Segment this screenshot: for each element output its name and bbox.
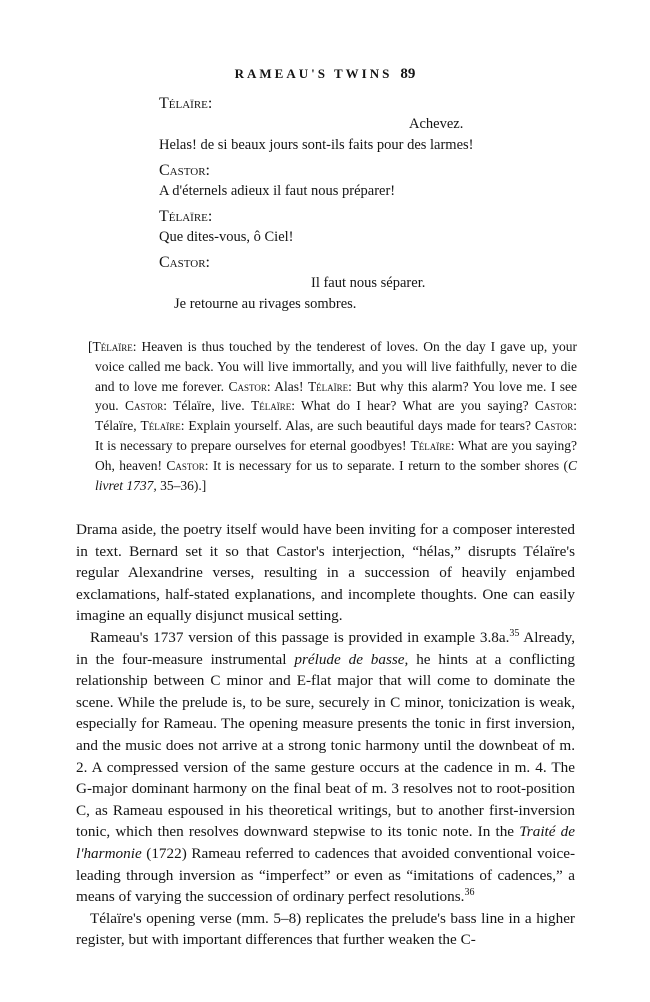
speaker-name: Castor: xyxy=(228,378,271,394)
text-run: Already, in the four-measure instrumental xyxy=(76,628,575,668)
page-number: 89 xyxy=(400,66,416,82)
speaker-castor: Castor: xyxy=(159,162,210,179)
speaker-name: Castor: xyxy=(124,398,168,414)
running-title: RAMEAU'S TWINS xyxy=(234,66,393,81)
libretto-excerpt xyxy=(159,93,519,315)
verse-line: Je retourne au rivages sombres. xyxy=(174,296,357,312)
text-run: he hints at a conflicting relationship between C minor and E-flat major that will come to dominate the scene. While the prelude is, to be sure, securely in C minor, tonicization is weak, especially for Rameau. The opening measure presents the tonic in first inversion, and the music does not arrive at a strong tonic harmony until the downbeat of m. 2. A compressed version of the same gesture occurs at the cadence in m. 4. The G-major dominant harmony on the final beat of m. 3 resolves not to root-position C, as Rameau espoused in his theoretical writings, but to another first-inversion tonic, which then resolves downward stepwise to its tonic note. In the xyxy=(76,650,575,841)
italic-title: Traité de l'harmonie xyxy=(76,823,575,862)
footnote-ref[interactable]: 35 xyxy=(509,627,520,639)
speaker-name: Télaïre: xyxy=(92,339,137,354)
text-run: Alas! xyxy=(270,378,308,394)
paragraph: Télaïre's opening verse (mm. 5–8) replicates the prelude's bass line in a higher register, but with important differences that further weaken the C- xyxy=(76,909,575,949)
speaker-name: Télaïre: xyxy=(140,418,185,434)
text-run: Télaïre, live. xyxy=(167,398,251,414)
text-run: What do I hear? What are you saying? xyxy=(294,398,535,414)
paragraph xyxy=(76,627,575,908)
verse-line: Helas! de si beaux jours sont-ils faits pour des larmes! xyxy=(159,137,474,153)
text-run: What are you saying? Oh, heaven! xyxy=(95,437,577,473)
speaker-castor: Castor: xyxy=(159,254,210,271)
citation-title: C livret 1737, xyxy=(95,457,577,493)
text-run: (1722) Rameau referred to cadences that avoided conventional voice-leading through inversion as “imperfect” or even as “imitations of cadences,” a means of varying the succession of ordinary perfect resolutions. xyxy=(76,844,575,906)
verse-line: Il faut nous séparer. xyxy=(311,275,426,291)
text-run: [ xyxy=(88,339,93,354)
speaker-name: Castor: xyxy=(166,457,209,473)
footnote-ref[interactable]: 36 xyxy=(464,887,475,899)
text-run: Rameau's 1737 version of this passage is provided in example 3.8a. xyxy=(90,628,510,646)
speaker-name: Castor: xyxy=(534,398,578,414)
verse-line: Achevez. xyxy=(409,116,464,132)
running-head xyxy=(0,66,650,83)
body-text xyxy=(76,519,575,951)
verse-line: Que dites-vous, ô Ciel! xyxy=(159,229,294,245)
text-run: It is necessary for us to separate. I return to the somber shores ( xyxy=(208,457,568,473)
text-run: Heaven is thus touched by the tenderest of loves. On the day I gave up, your voice called me back. You will live immortally, and you will live faithfully, never to die and to love me forever. xyxy=(95,339,577,394)
speaker-name: Télaïre: xyxy=(250,398,295,414)
text-run: 35–36).] xyxy=(156,477,207,493)
translation-block xyxy=(88,337,577,495)
speaker-name: Télaïre: xyxy=(307,378,352,394)
text-run: Explain yourself. Alas, are such beautiful days made for tears? xyxy=(184,418,535,434)
paragraph: Drama aside, the poetry itself would have been inviting for a composer interested in text. Bernard set it so that Castor's interjection, “hélas,” disrupts Télaïre's regular Alexandrine verses, resulting in a succession of heavily enjambed exclamations, half-stated explanations, and incomplete thoughts. One can easily imagine an equally disjunct musical setting. xyxy=(76,521,575,625)
speaker-name: Télaïre: xyxy=(410,437,455,453)
text-run: But why this alarm? You love me. I see you. xyxy=(95,378,577,414)
italic-term: prélude de basse, xyxy=(294,650,409,668)
speaker-telaire: Télaïre: xyxy=(159,208,213,225)
text-run: It is necessary to prepare ourselves for eternal goodbyes! xyxy=(95,437,411,453)
speaker-telaire: Télaïre: xyxy=(159,95,213,112)
verse-line: A d'éternels adieux il faut nous préparer! xyxy=(159,183,396,199)
speaker-name: Castor: xyxy=(534,418,577,434)
text-run: Télaïre, xyxy=(95,418,141,434)
